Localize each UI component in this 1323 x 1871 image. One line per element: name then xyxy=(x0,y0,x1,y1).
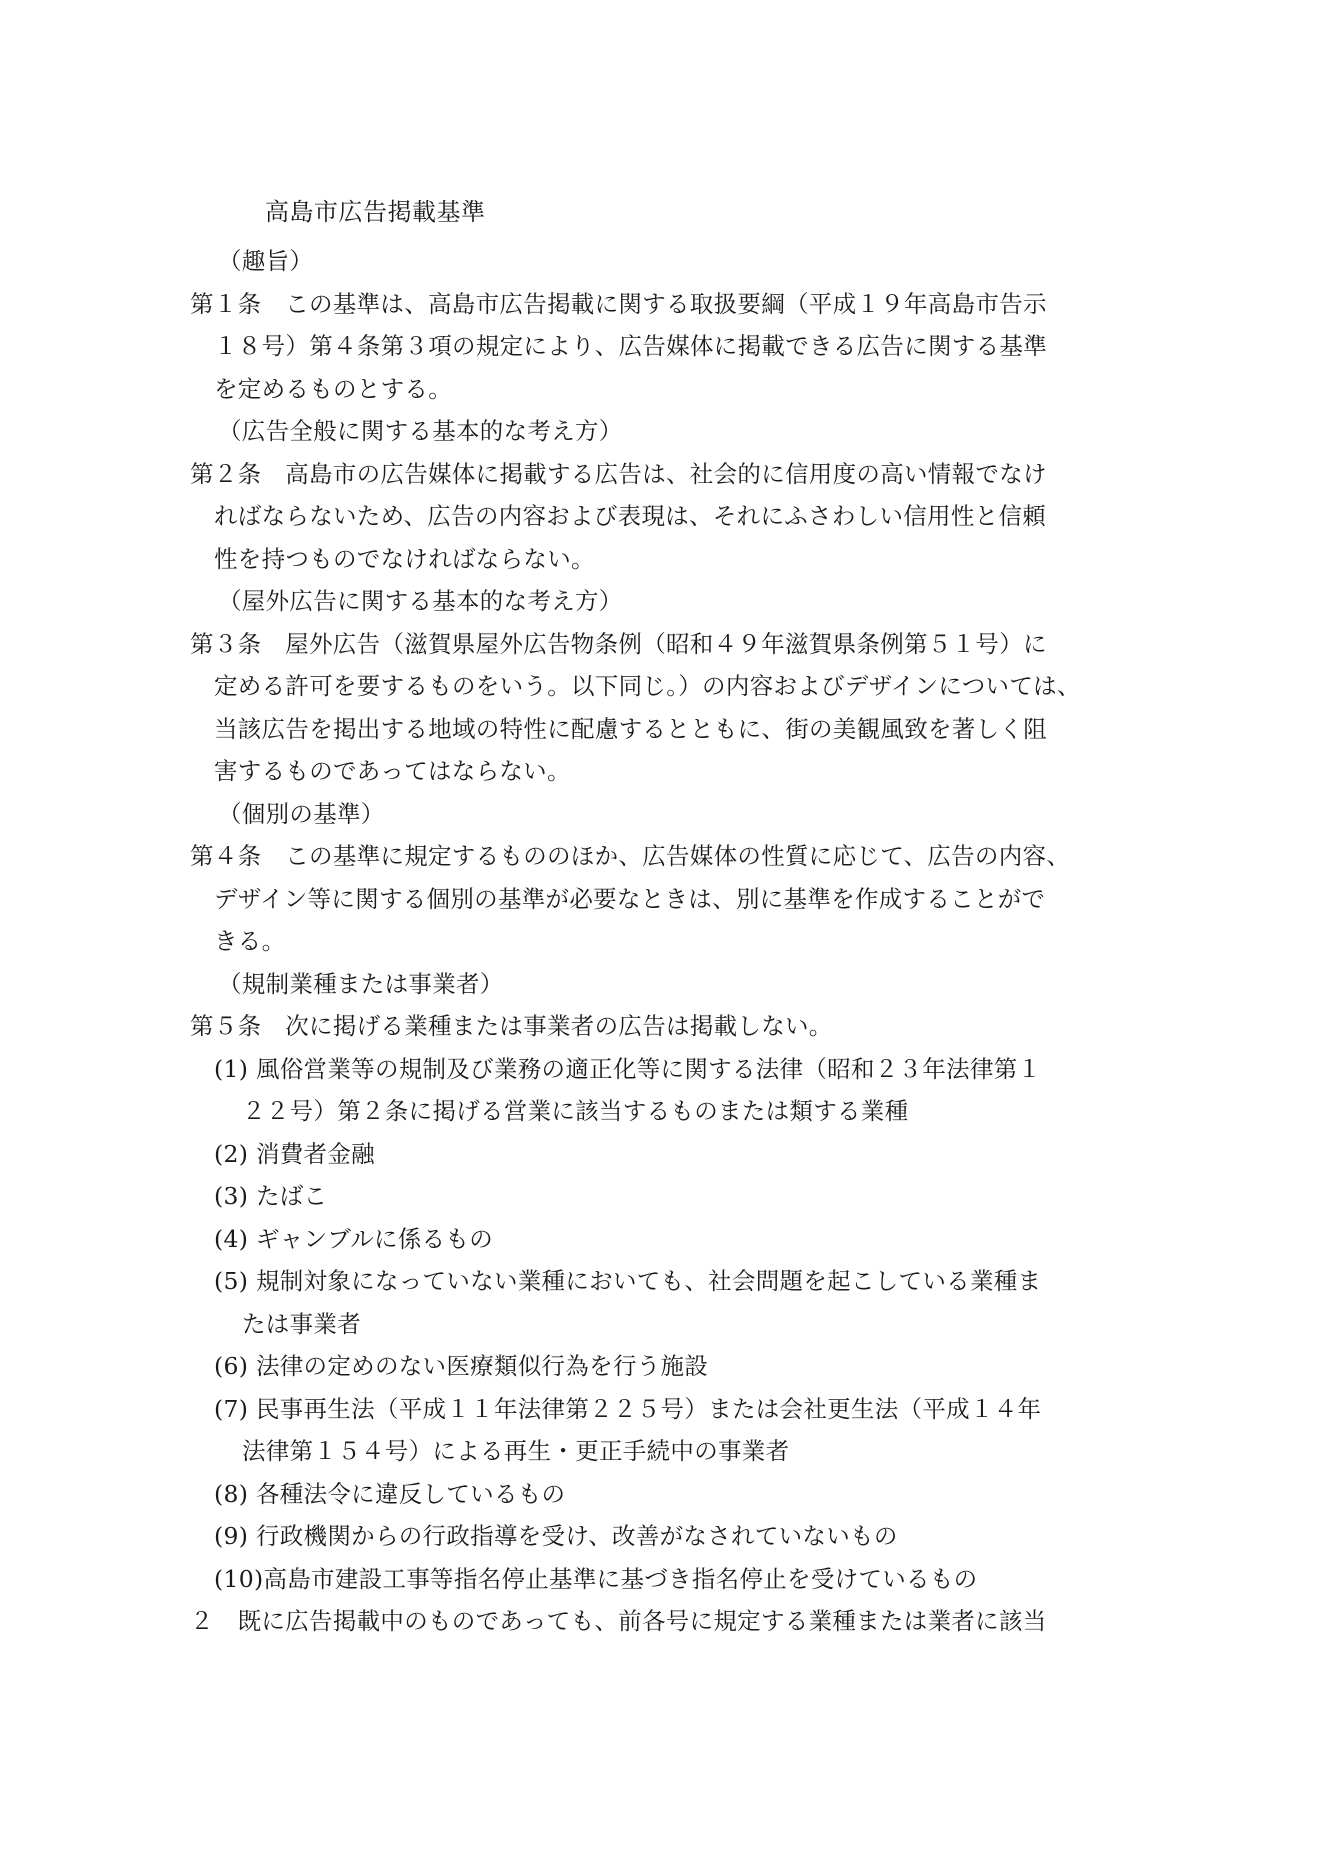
article-continuation-line: を定めるものとする。 xyxy=(214,374,452,403)
list-item-line: (5) 規制対象になっていない業種においても、社会問題を起こしている業種ま xyxy=(214,1267,1042,1295)
article-continuation-line: デザイン等に関する個別の基準が必要なときは、別に基準を作成することがで xyxy=(214,884,1046,913)
list-item-continuation-line: たは事業者 xyxy=(242,1309,361,1338)
list-item-line: (4) ギャンブルに係るもの xyxy=(214,1224,494,1253)
paragraph-line: ２ 既に広告掲載中のものであっても、前各号に規定する業種または業者に該当 xyxy=(190,1607,1047,1635)
article-line: 第２条 高島市の広告媒体に掲載する広告は、社会的に信用度の高い情報でなけ xyxy=(190,459,1047,488)
article-continuation-line: ればならないため、広告の内容および表現は、それにふさわしい信用性と信頼 xyxy=(214,502,1047,530)
article-line: 第５条 次に掲げる業種または事業者の広告は掲載しない。 xyxy=(190,1012,833,1040)
article-continuation-line: 性を持つものでなければならない。 xyxy=(214,544,595,573)
list-item-line: (2) 消費者金融 xyxy=(214,1139,375,1168)
article-continuation-line: １８号）第４条第３項の規定により、広告媒体に掲載できる広告に関する基準 xyxy=(214,332,1047,360)
section-heading: （屋外広告に関する基本的な考え方） xyxy=(218,587,623,615)
list-item-line: (10)高島市建設工事等指名停止基準に基づき指名停止を受けているもの xyxy=(214,1564,978,1593)
list-item-line: (3) たばこ xyxy=(214,1182,328,1210)
section-heading: （趣旨） xyxy=(218,247,314,275)
list-item-line: (7) 民事再生法（平成１１年法律第２２５号）または会社更生法（平成１４年 xyxy=(214,1394,1042,1423)
article-continuation-line: 害するものであってはならない。 xyxy=(214,757,571,785)
list-item-line: (9) 行政機関からの行政指導を受け、改善がなされていないもの xyxy=(214,1522,898,1550)
section-heading: （個別の基準） xyxy=(218,799,385,828)
article-line: 第４条 この基準に規定するもののほか、広告媒体の性質に応じて、広告の内容、 xyxy=(190,842,1071,870)
list-item-line: (6) 法律の定めのない医療類似行為を行う施設 xyxy=(214,1352,709,1380)
article-line: 第３条 屋外広告（滋賀県屋外広告物条例（昭和４９年滋賀県条例第５１号）に xyxy=(190,629,1047,658)
list-item-line: (1) 風俗営業等の規制及び業務の適正化等に関する法律（昭和２３年法律第１ xyxy=(214,1054,1042,1083)
list-item-continuation-line: 法律第１５４号）による再生・更正手続中の事業者 xyxy=(242,1437,790,1465)
article-continuation-line: 当該広告を掲出する地域の特性に配慮するとともに、街の美観風致を著しく阻 xyxy=(214,714,1047,743)
article-continuation-line: きる。 xyxy=(214,927,286,955)
article-line: 第１条 この基準は、高島市広告掲載に関する取扱要綱（平成１９年高島市告示 xyxy=(190,289,1047,318)
article-continuation-line: 定める許可を要するものをいう。以下同じ。）の内容およびデザインについては、 xyxy=(214,672,1081,700)
list-item-line: (8) 各種法令に違反しているもの xyxy=(214,1479,566,1508)
document-body xyxy=(190,240,1140,1643)
list-item-continuation-line: ２２号）第２条に掲げる営業に該当するものまたは類する業種 xyxy=(242,1097,909,1125)
section-heading: （広告全般に関する基本的な考え方） xyxy=(218,417,623,445)
document-title: 高島市広告掲載基準 xyxy=(265,198,486,226)
section-heading: （規制業種または事業者） xyxy=(218,969,504,998)
